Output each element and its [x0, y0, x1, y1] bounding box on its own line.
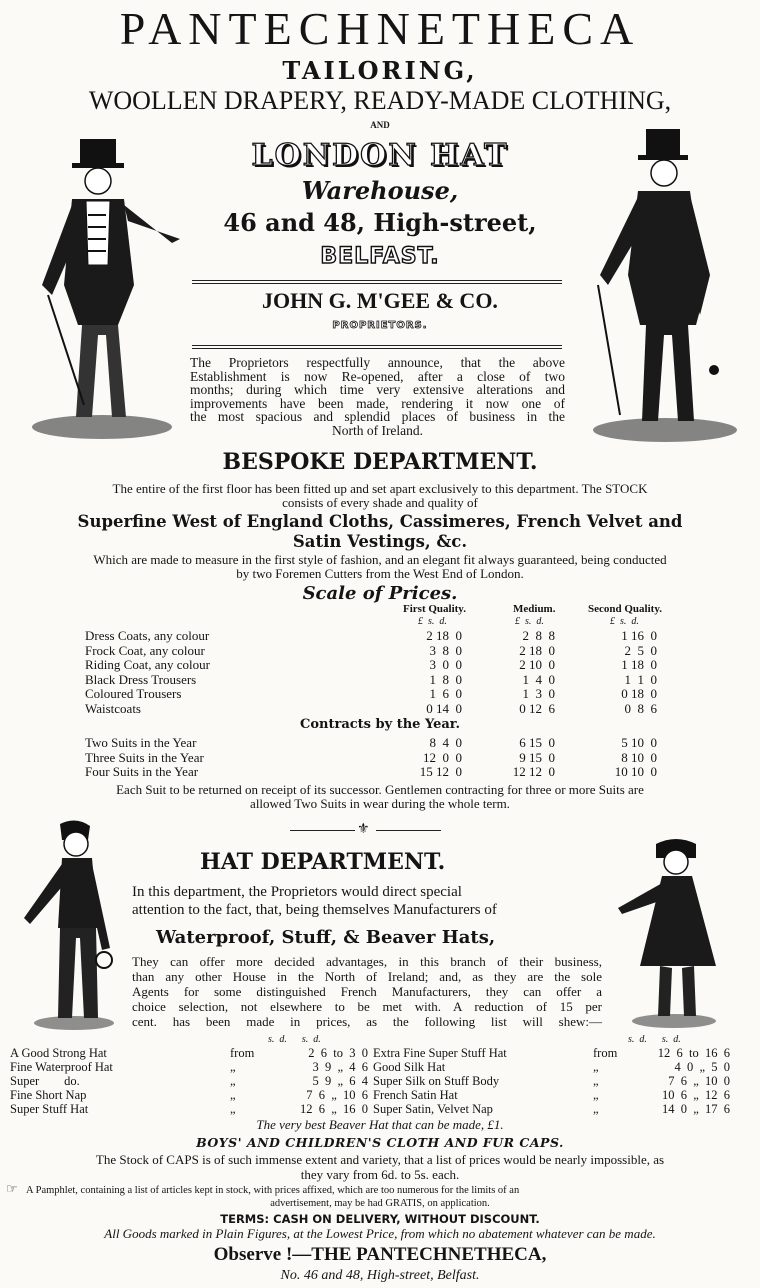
- hat-from: „: [593, 1088, 599, 1102]
- price-first: 1 8 0: [429, 671, 462, 687]
- city-heading: BELFAST.: [320, 244, 440, 269]
- observe-heading: Observe !—THE PANTECHNETHECA,: [213, 1244, 547, 1265]
- hat-item: Super Stuff Hat: [10, 1102, 89, 1116]
- bespoke-text: consists of every shade and quality of: [282, 495, 478, 510]
- column-header: Second Quality.: [588, 603, 662, 615]
- price-medium: 1 4 0: [522, 671, 555, 687]
- contract-second: 8 10 0: [621, 749, 657, 765]
- divider: [192, 348, 562, 349]
- scale-of-prices-heading: Scale of Prices.: [302, 583, 458, 604]
- hat-item: Fine Short Nap: [10, 1088, 87, 1102]
- hat-price: 3 9 „ 4 6: [312, 1060, 368, 1074]
- hat-body-line: cent. has been made in prices, as the following list will shew:—: [132, 1014, 602, 1029]
- footer-address: No. 46 and 48, High-street, Belfast.: [280, 1268, 480, 1283]
- price-first: 3 0 0: [429, 657, 462, 672]
- best-beaver-note: The very best Beaver Hat that can be made, £1.: [256, 1117, 504, 1132]
- contracts-heading: Contracts by the Year.: [300, 717, 460, 732]
- price-second: 1 1 0: [624, 671, 657, 687]
- hat-body-line: than any other House in the North of Ireland; and, as they are the sole: [132, 969, 602, 984]
- hat-item: Super do.: [10, 1074, 80, 1088]
- hat-price: 4 0 „ 5 0: [674, 1060, 730, 1074]
- hat-price: 7 6 „ 10 0: [668, 1074, 730, 1088]
- hat-item: Super Satin, Velvet Nap: [373, 1102, 493, 1116]
- divider: [192, 280, 562, 281]
- cloths-heading: Superfine West of England Cloths, Cassimeres, French Velvet and: [77, 512, 683, 531]
- contract-item: Three Suits in the Year: [85, 749, 204, 765]
- hat-item: Extra Fine Super Stuff Hat: [373, 1046, 507, 1060]
- boy-right-illustration: [612, 836, 727, 1031]
- ornament-icon: ⚜: [357, 821, 370, 837]
- contract-note: Each Suit to be returned on receipt of its successor. Gentlemen contracting for three or more Suits are: [116, 782, 644, 797]
- contract-first: 8 4 0: [429, 735, 462, 750]
- price-second: 1 16 0: [621, 628, 657, 643]
- price-first: 3 8 0: [429, 642, 462, 658]
- sd-header: s. d. s. d.: [628, 1034, 681, 1045]
- intro-line: improvements have been made, rendering it now one of: [190, 395, 565, 411]
- warehouse-heading: Warehouse,: [301, 176, 459, 205]
- price-item: Riding Coat, any colour: [85, 657, 210, 672]
- drapery-heading: WOOLLEN DRAPERY, READY-MADE CLOTHING,: [88, 86, 672, 115]
- price-second: 0 8 6: [624, 700, 657, 716]
- contract-item: Four Suits in the Year: [85, 764, 199, 779]
- lsd-header: £ s. d.: [610, 616, 639, 627]
- boy-left-illustration: [14, 818, 124, 1033]
- intro-line: Establishment is now Re-opened, after a close of two: [190, 368, 565, 384]
- price-item: Dress Coats, any colour: [85, 628, 210, 643]
- price-medium: 1 3 0: [522, 686, 555, 701]
- contract-second: 5 10 0: [621, 735, 657, 750]
- price-item: Frock Coat, any colour: [85, 642, 205, 658]
- price-medium: 2 18 0: [519, 642, 555, 658]
- lsd-header: £ s. d.: [418, 616, 447, 627]
- pamphlet-text: advertisement, may be had GRATIS, on application.: [270, 1198, 490, 1209]
- hat-from: „: [230, 1102, 236, 1116]
- caps-heading: BOYS' AND CHILDREN'S CLOTH AND FUR CAPS.: [196, 1135, 564, 1150]
- hat-from: „: [230, 1088, 236, 1102]
- hat-body-line: Agents for some distinguished French Manufacturers, they can offer a: [132, 984, 602, 999]
- price-first: 0 14 0: [426, 700, 462, 716]
- hat-price: 12 6 to 16 6: [657, 1046, 730, 1060]
- and-label: AND: [370, 120, 390, 130]
- column-header: First Quality.: [403, 603, 466, 615]
- address-heading: 46 and 48, High-street,: [223, 208, 537, 237]
- hat-body-line: They can offer more decided advantages, in this branch of their business,: [132, 954, 602, 969]
- intro-line: the most spacious and splendid places of business in the: [190, 409, 565, 424]
- sd-header: s. d. s. d.: [268, 1034, 321, 1045]
- contract-medium: 6 15 0: [519, 735, 555, 750]
- terms-text: TERMS: CASH ON DELIVERY, WITHOUT DISCOUNT.: [220, 1212, 540, 1226]
- london-hat-heading: LONDON HAT: [251, 138, 509, 173]
- hat-from: „: [593, 1102, 599, 1116]
- pamphlet-text: A Pamphlet, containing a list of articles kept in stock, with prices affixed, which are too numerous for the limits of an: [26, 1185, 520, 1196]
- proprietors-label: PROPRIETORS.: [332, 320, 428, 331]
- price-medium: 2 8 8: [522, 628, 555, 643]
- price-item: Waistcoats: [85, 700, 141, 716]
- divider: [192, 345, 562, 346]
- hat-price: 5 9 „ 6 4: [312, 1074, 368, 1088]
- tailoring-heading: TAILORING,: [282, 56, 478, 85]
- intro-paragraph: [190, 356, 565, 437]
- hat-from: „: [230, 1074, 236, 1088]
- price-medium: 2 10 0: [519, 657, 555, 672]
- hat-item: A Good Strong Hat: [10, 1046, 107, 1060]
- lsd-header: £ s. d.: [515, 616, 544, 627]
- ornament-divider: [290, 830, 355, 831]
- contract-first: 12 0 0: [423, 749, 462, 765]
- price-second: 2 5 0: [624, 642, 657, 658]
- price-second: 1 18 0: [621, 657, 657, 672]
- bespoke-text: The entire of the first floor has been fitted up and set apart exclusively to this department. The STOCK: [112, 481, 648, 496]
- bespoke-heading: BESPOKE DEPARTMENT.: [222, 449, 538, 475]
- hat-item: Fine Waterproof Hat: [10, 1060, 113, 1074]
- hat-intro: In this department, the Proprietors would direct special: [132, 884, 462, 900]
- price-item: Coloured Trousers: [85, 686, 182, 701]
- price-first: 1 6 0: [429, 686, 462, 701]
- page-title: PANTECHNETHECA: [119, 3, 641, 54]
- firm-name: JOHN G. M'GEE & CO.: [262, 288, 498, 313]
- hat-from: „: [593, 1074, 599, 1088]
- hat-body: [132, 954, 602, 1029]
- caps-text: The Stock of CAPS is of such immense extent and variety, that a list of prices would be nearly impossible, as: [95, 1152, 665, 1167]
- column-header: Medium.: [513, 603, 556, 615]
- hat-item: Good Silk Hat: [373, 1060, 446, 1074]
- gentleman-left-illustration: [22, 135, 192, 445]
- divider: [192, 283, 562, 284]
- contract-first: 15 12 0: [419, 764, 462, 779]
- hat-price: 7 6 „ 10 6: [306, 1088, 368, 1102]
- hat-price: 2 6 to 3 0: [308, 1046, 368, 1060]
- intro-line: North of Ireland.: [331, 422, 424, 438]
- fit-text: Which are made to measure in the first style of fashion, and an elegant fit always guaranteed, being conducted: [93, 552, 667, 567]
- contract-note: allowed Two Suits in wear during the whole term.: [250, 796, 510, 811]
- ornament-divider: [376, 830, 441, 831]
- intro-line: The Proprietors respectfully announce, that the above: [190, 355, 565, 370]
- contract-medium: 12 12 0: [512, 764, 555, 779]
- price-item: Black Dress Trousers: [85, 671, 197, 687]
- hats-heading: Waterproof, Stuff, & Beaver Hats,: [156, 927, 496, 948]
- intro-line: months; during which time very extensive alterations and: [190, 382, 565, 397]
- fit-text: by two Foremen Cutters from the West End of London.: [236, 566, 524, 581]
- hat-price: 14 0 „ 17 6: [661, 1102, 730, 1116]
- price-medium: 0 12 6: [519, 700, 555, 716]
- cloths-heading: Satin Vestings, &c.: [292, 532, 468, 551]
- hat-price: 12 6 „ 16 0: [299, 1102, 368, 1116]
- gentleman-right-illustration: [580, 125, 750, 450]
- hat-price: 10 6 „ 12 6: [661, 1088, 730, 1102]
- hat-item: Super Silk on Stuff Body: [373, 1074, 500, 1088]
- hat-from: „: [593, 1060, 599, 1074]
- contract-medium: 9 15 0: [519, 749, 555, 765]
- price-second: 0 18 0: [621, 686, 657, 701]
- hat-from: „: [230, 1060, 236, 1074]
- hat-body-line: choice selection, not elsewhere to be met with. A reduction of 15 per: [132, 999, 602, 1014]
- contract-second: 10 10 0: [614, 764, 657, 779]
- hat-from: from: [593, 1046, 618, 1060]
- price-first: 2 18 0: [426, 628, 462, 643]
- contract-item: Two Suits in the Year: [85, 735, 197, 750]
- pointing-hand-icon: ☞: [6, 1182, 18, 1197]
- caps-text: they vary from 6d. to 5s. each.: [300, 1167, 460, 1182]
- plain-figures-text: All Goods marked in Plain Figures, at the Lowest Price, from which no abatement whatever can be made.: [104, 1226, 656, 1241]
- hat-from: from: [230, 1046, 255, 1060]
- hat-heading: HAT DEPARTMENT.: [200, 849, 446, 875]
- hat-item: French Satin Hat: [373, 1088, 458, 1102]
- hat-intro: attention to the fact, that, being themselves Manufacturers of: [132, 902, 497, 918]
